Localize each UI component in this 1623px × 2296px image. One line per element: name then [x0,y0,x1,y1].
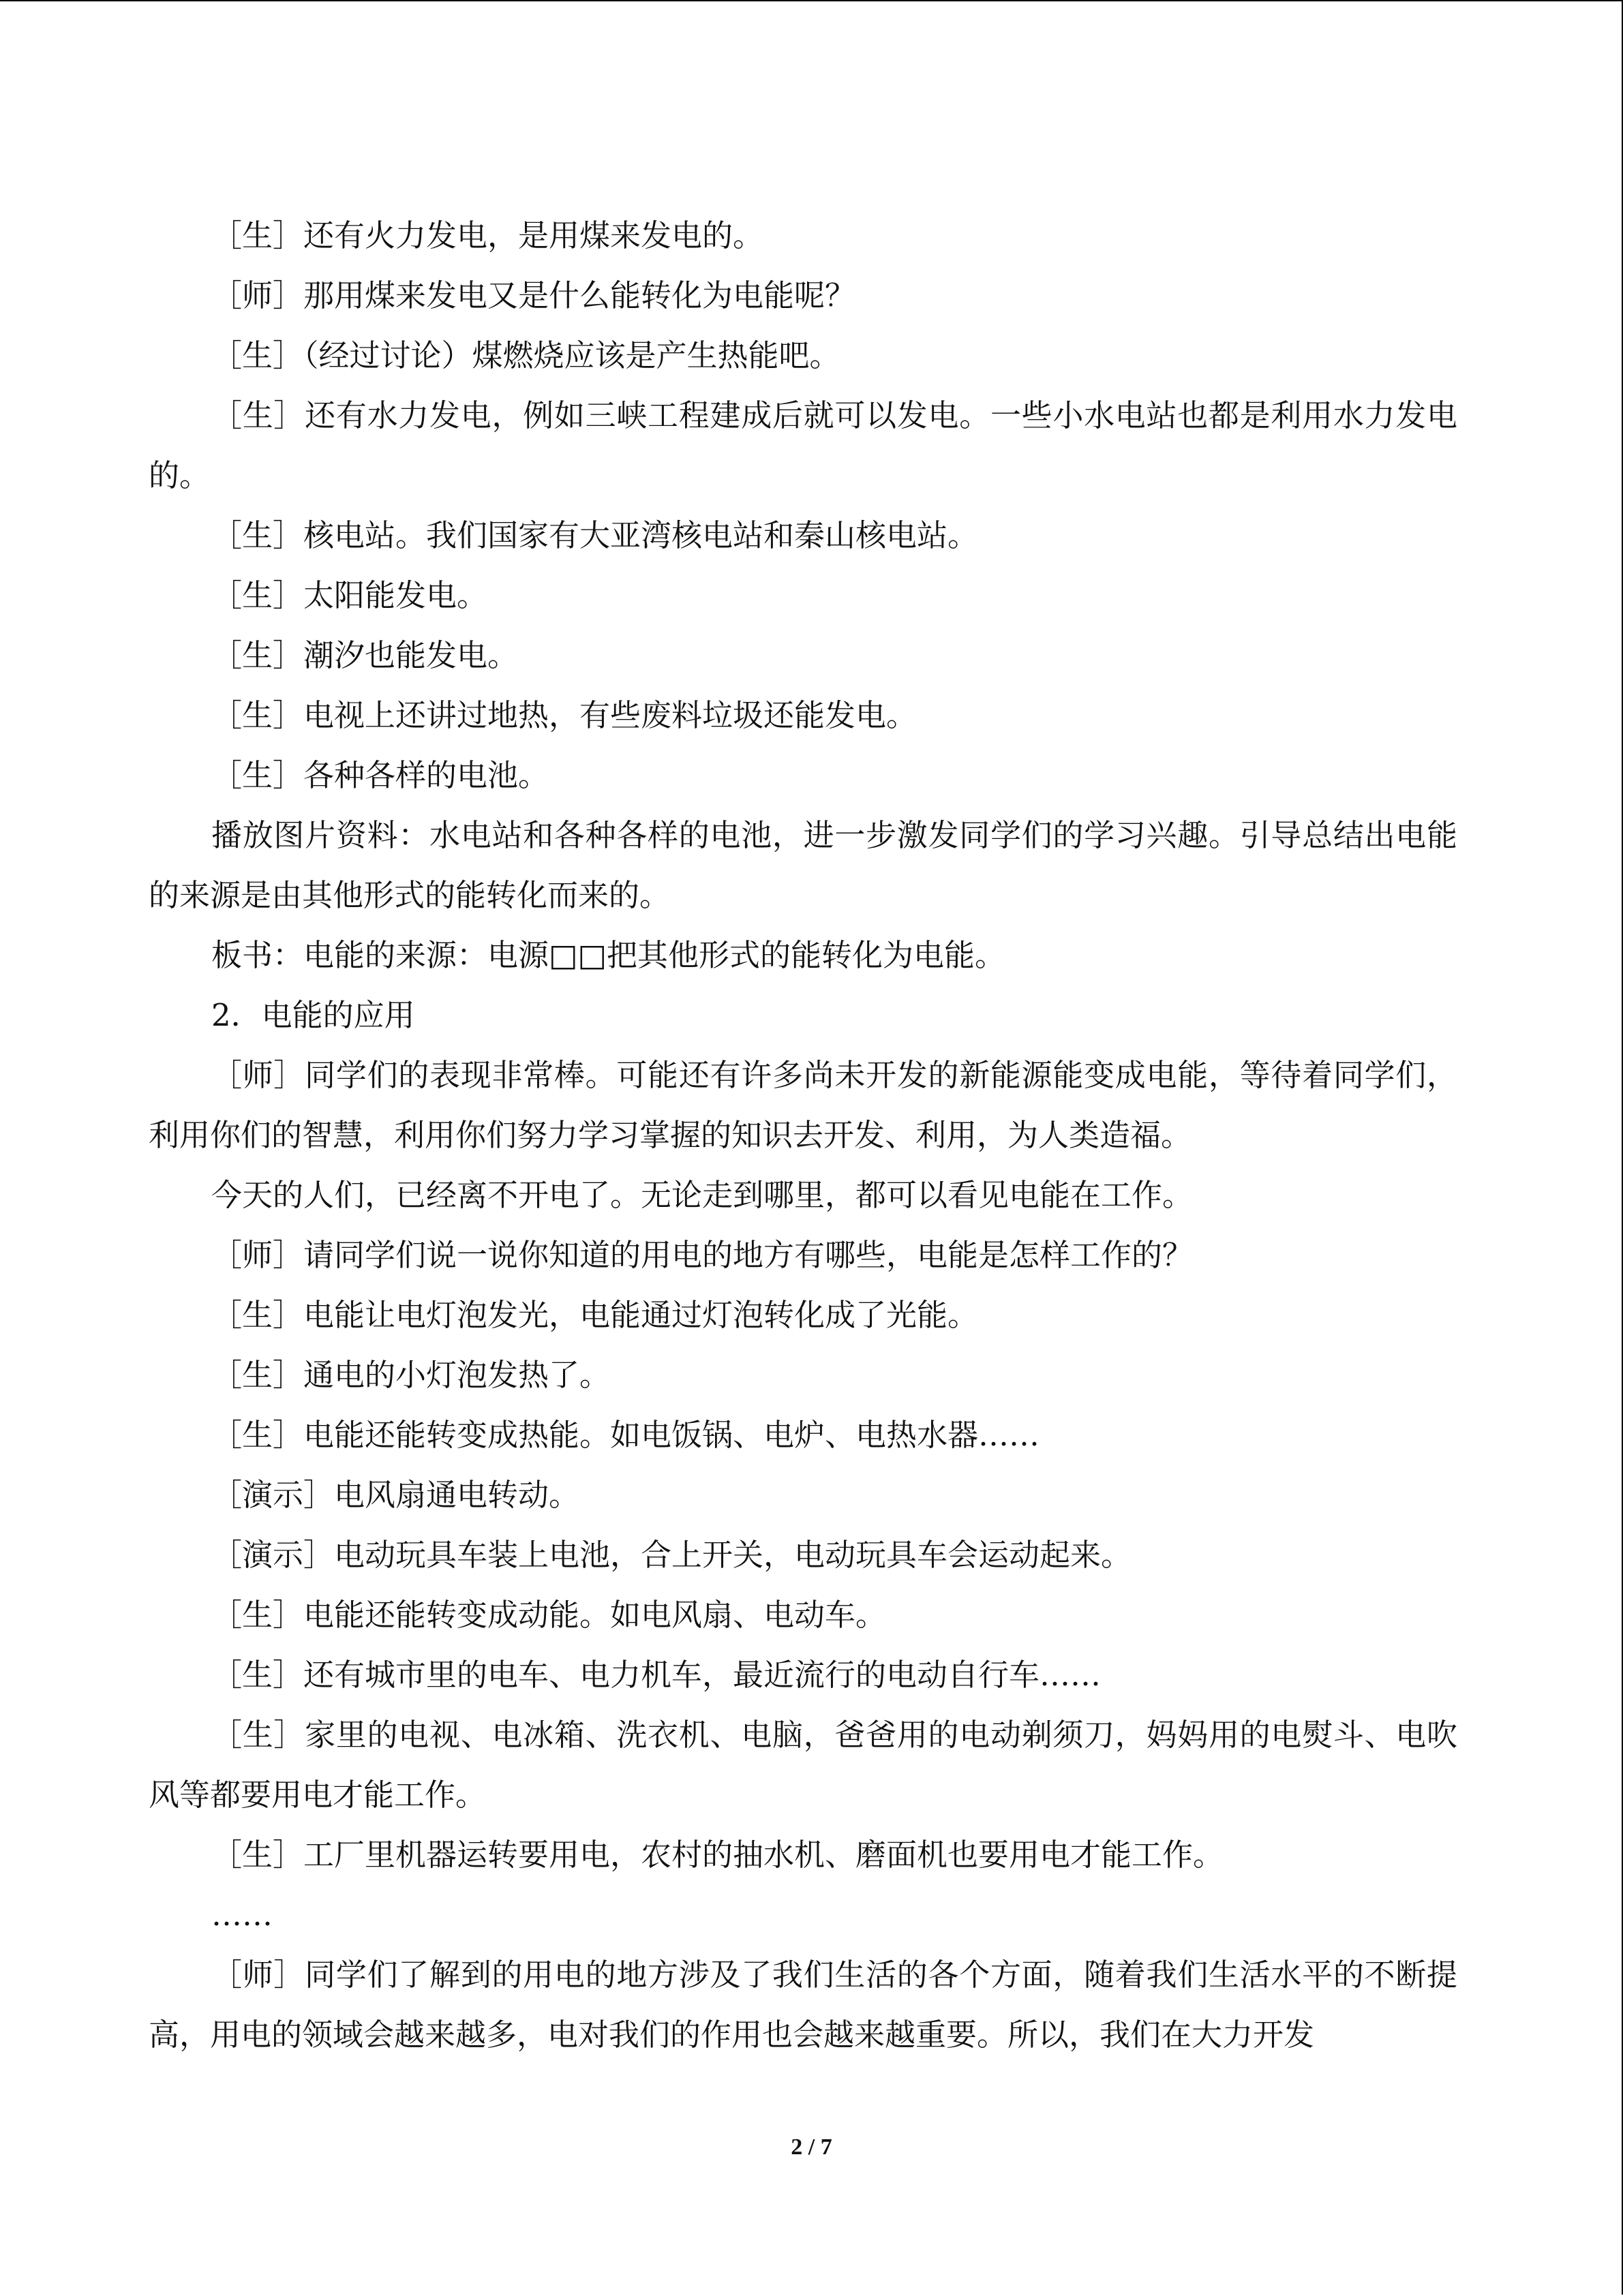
paragraph: ［生］核电站。我们国家有大亚湾核电站和秦山核电站。 [211,517,979,553]
paragraph: ［生］通电的小灯泡发热了。 [211,1357,611,1393]
paragraph: ［生］家里的电视、电冰箱、洗衣机、电脑，爸爸用的电动剃须刀，妈妈用的电熨斗、电吹风等都要用电才能工作。 [149,1717,1457,1813]
paragraph: ［师］同学们的表现非常棒。可能还有许多尚未开发的新能源能变成电能，等待着同学们，利用你们的智慧，利用你们努力学习掌握的知识去开发、利用，为人类造福。 [149,1057,1457,1153]
paragraph: ［演示］电动玩具车装上电池，合上开关，电动玩具车会运动起来。 [211,1537,1132,1573]
paragraph: ［生］（经过讨论）煤燃烧应该是产生热能吧。 [211,337,840,373]
paragraph: ［师］请同学们说一说你知道的用电的地方有哪些，电能是怎样工作的？ [211,1237,1194,1273]
page-number: 2 / 7 [791,2134,832,2160]
paragraph: ［生］潮汐也能发电。 [211,637,519,673]
paragraph: ［演示］电风扇通电转动。 [211,1477,580,1513]
paragraph: ［生］还有城市里的电车、电力机车，最近流行的电动自行车…… [211,1657,1102,1693]
paragraph: ［师］同学们了解到的用电的地方涉及了我们生活的各个方面，随着我们生活水平的不断提高，用电的领域会越来越多，电对我们的作用也会越来越重要。所以，我们在大力开发 [149,1957,1457,2053]
paragraph: 今天的人们，已经离不开电了。无论走到哪里，都可以看见电能在工作。 [211,1177,1194,1213]
paragraph: ［生］还有水力发电，例如三峡工程建成后就可以发电。一些小水电站也都是利用水力发电的。 [149,397,1457,493]
paragraph: ［生］工厂里机器运转要用电，农村的抽水机、磨面机也要用电才能工作。 [211,1837,1224,1873]
paragraph: ［生］各种各样的电池。 [211,757,549,793]
paragraph: ［生］还有火力发电，是用煤来发电的。 [211,217,764,254]
paragraph: ［生］电能还能转变成动能。如电风扇、电动车。 [211,1597,887,1633]
ellipsis-line: …… [211,1897,273,1933]
paragraph: 播放图片资料：水电站和各种各样的电池，进一步激发同学们的学习兴趣。引导总结出电能的来源是由其他形式的能转化而来的。 [149,817,1457,913]
paragraph: ［生］太阳能发电。 [211,577,488,613]
paragraph: ［生］电能还能转变成热能。如电饭锅、电炉、电热水器…… [211,1417,1040,1453]
paragraph: ［生］电能让电灯泡发光，电能通过灯泡转化成了光能。 [211,1297,979,1333]
paragraph: 板书：电能的来源：电源□□把其他形式的能转化为电能。 [211,937,1006,973]
document-body [149,206,1457,2065]
document-page [0,1,1623,2296]
paragraph: ［师］那用煤来发电又是什么能转化为电能呢？ [211,277,856,313]
paragraph: ［生］电视上还讲过地热，有些废料垃圾还能发电。 [211,697,917,733]
section-heading: 2．电能的应用 [211,997,415,1033]
